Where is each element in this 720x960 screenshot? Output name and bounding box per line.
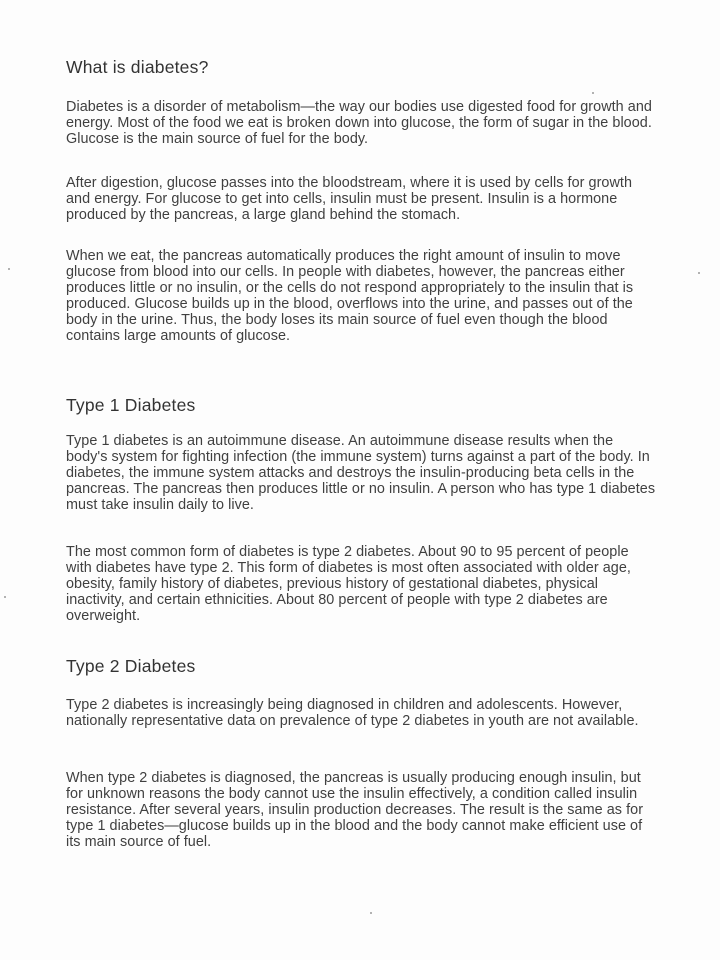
paragraph: When we eat, the pancreas automatically produces the right amount of insulin to move glucose from blood into our cells. In people with diabetes, however, the pancreas either produces little or no insulin, or the cells do not respond appropriately to the insulin that is produced. Glucose builds up in the blood, overflows into the urine, and passes out of the body in the urine. Thus, the body loses its main source of fuel even though the blood contains large amounts of glucose. [66, 248, 634, 344]
paragraph: The most common form of diabetes is type 2 diabetes. About 90 to 95 percent of people with diabetes have type 2. This form of diabetes is most often associated with older age, obesity, family history of diabetes, previous history of gestational diabetes, physical inactivity, and certain ethnicities. About 80 percent of people with type 2 diabetes are overweight. [66, 544, 631, 624]
paragraph: Diabetes is a disorder of metabolism—the way our bodies use digested food for growth and energy. Most of the food we eat is broken down into glucose, the form of sugar in the blood. Glucose is the main source of fuel for the body. [66, 99, 652, 147]
type2-heading-block [66, 656, 656, 677]
paragraph: Type 1 diabetes is an autoimmune disease. An autoimmune disease results when the body's system for fighting infection (the immune system) turns against a part of the body. In diabetes, the immune system attacks and destroys the insulin-producing beta cells in the pancreas. The pancreas then produces little or no insulin. A person who has type 1 diabetes must take insulin daily to live. [66, 433, 656, 513]
section-heading-type2: Type 2 Diabetes [66, 656, 196, 676]
paragraph: After digestion, glucose passes into the bloodstream, where it is used by cells for growth and energy. For glucose to get into cells, insulin must be present. Insulin is a hormone produced by the pancreas, a large gland behind the stomach. [66, 175, 633, 223]
type2-paragraph-1 [66, 697, 656, 729]
type2-paragraph-2 [66, 770, 656, 850]
scan-speck [698, 272, 700, 274]
type1-heading-block [66, 395, 656, 416]
type1-paragraph-2 [66, 544, 656, 624]
intro-paragraph-1 [66, 99, 656, 147]
section-heading-type1: Type 1 Diabetes [66, 395, 196, 415]
scan-speck [592, 92, 594, 94]
intro-paragraph-2 [66, 175, 656, 223]
paragraph: Type 2 diabetes is increasingly being diagnosed in children and adolescents. However, nationally representative data on prevalence of type 2 diabetes in youth are not available. [66, 697, 639, 729]
scan-speck [370, 912, 372, 914]
scan-speck [4, 596, 6, 598]
paragraph: When type 2 diabetes is diagnosed, the pancreas is usually producing enough insulin, but for unknown reasons the body cannot use the insulin effectively, a condition called insulin resistance. After several years, insulin production decreases. The result is the same as for type 1 diabetes—glucose builds up in the blood and the body cannot make efficient use of its main source of fuel. [66, 770, 644, 850]
scan-speck [8, 268, 10, 270]
page-title: What is diabetes? [66, 57, 209, 77]
type1-paragraph-1 [66, 433, 656, 513]
intro-paragraph-3 [66, 248, 656, 344]
title-block [66, 57, 656, 78]
